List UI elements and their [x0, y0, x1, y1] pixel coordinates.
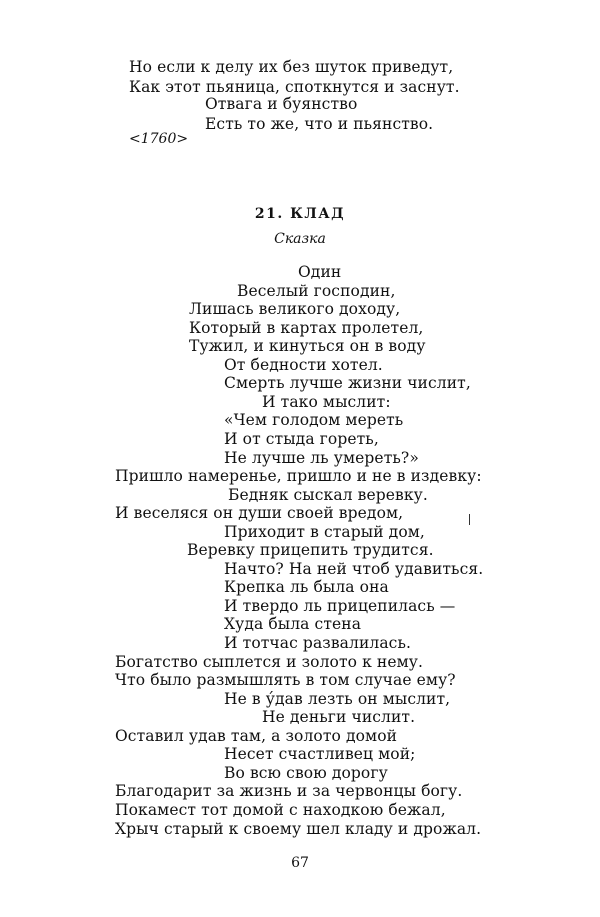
verse-line: И веселяся он души своей вредом, [115, 504, 404, 522]
verse-line: Не лучше ль умереть?» [224, 449, 419, 467]
verse-line: Не деньги числит. [262, 708, 416, 726]
verse-line: Как этот пьяница, споткнутся и заснут. [129, 78, 460, 96]
verse-line: Богатство сыплется и золото к нему. [115, 653, 424, 671]
verse-line: Несет счастливец мой; [224, 745, 416, 763]
verse-line: И от стыда гореть, [224, 430, 379, 448]
verse-line: Что было размышлять в том случае ему? [115, 671, 456, 689]
verse-line: Не в у́дав лезть он мыслит, [224, 690, 451, 708]
verse-line: Отвага и буянство [205, 95, 358, 113]
verse-line: Начто? На ней чтоб удавиться. [224, 560, 484, 578]
verse-line: «Чем голодом мереть [224, 411, 404, 429]
poem-subtitle: Сказка [274, 231, 326, 247]
verse-line: Бедняк сыскал веревку. [228, 486, 428, 504]
verse-line: Тужил, и кинуться он в воду [189, 337, 426, 355]
verse-line: Веселый господин, [237, 282, 396, 300]
verse-line: Приходит в старый дом, [224, 523, 425, 541]
verse-line: Благодарит за жизнь и за червонцы богу. [115, 782, 463, 800]
verse-line: Худа была стена [224, 615, 362, 633]
verse-line: Но если к делу их без шуток приведут, [129, 58, 454, 76]
verse-line: Смерть лучше жизни числит, [224, 374, 471, 392]
poem-heading: 21. КЛАД [254, 206, 346, 222]
verse-line: Который в картах пролетел, [189, 319, 424, 337]
verse-line: Крепка ль была она [224, 578, 389, 596]
verse-line: Лишась великого доходу, [189, 300, 401, 318]
verse-line: И твердо ль прицепилась — [224, 597, 456, 615]
verse-line: Пришло намеренье, пришло и не в издевку: [115, 467, 482, 485]
verse-line: Веревку прицепить трудится. [187, 541, 434, 559]
verse-line: И тотчас развалилась. [224, 634, 412, 652]
poem-date: <1760> [129, 131, 189, 147]
verse-line: Оставил удав там, а золото домой [115, 727, 398, 745]
verse-line: И тако мыслит: [262, 393, 391, 411]
verse-line: Покамест тот домой с находкою бежал, [115, 801, 446, 819]
verse-line: Один [298, 263, 342, 281]
stray-mark [469, 514, 470, 525]
verse-line: От бедности хотел. [224, 356, 383, 374]
verse-line: Есть то же, что и пьянство. [205, 115, 434, 133]
verse-line: Хрыч старый к своему шел кладу и дрожал. [115, 820, 482, 838]
verse-line: Во всю свою дорогу [224, 764, 388, 782]
page-number: 67 [291, 855, 309, 871]
